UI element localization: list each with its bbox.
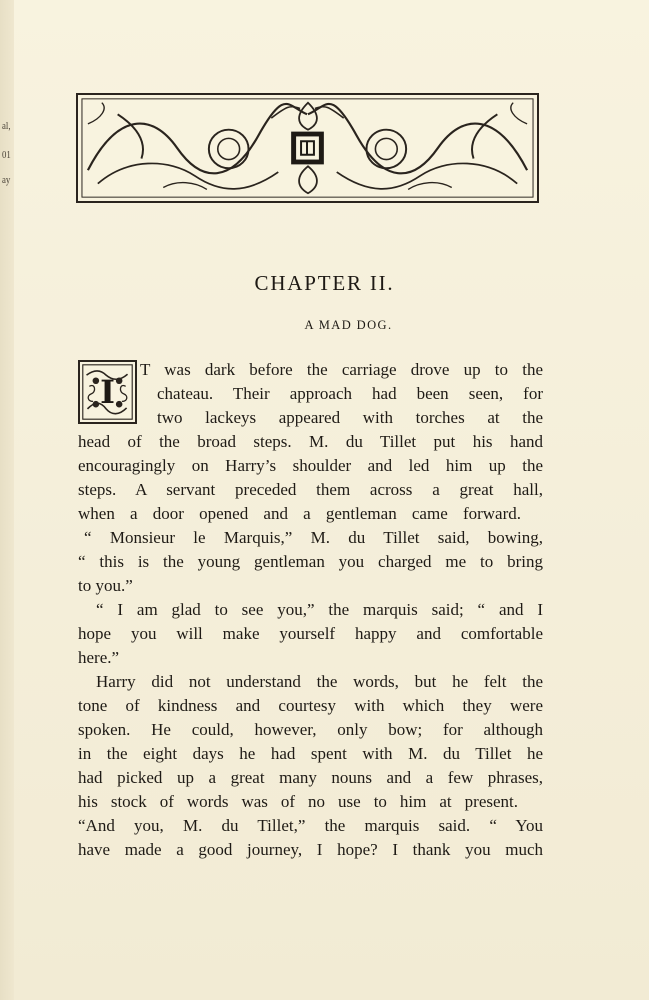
chapter-subtitle: A MAD DOG. [304, 318, 393, 332]
dropcap-letter: I [100, 374, 115, 412]
text-line: spoken. He could, however, only bow; for although [78, 720, 543, 739]
text-line: “ I am glad to see you,” the marquis said; “ and I [96, 600, 543, 619]
text-line: his stock of words was of no use to him at present. [78, 792, 518, 811]
dropcap-ornament [80, 362, 135, 422]
text-line: “ this is the young gentleman you charged me to bring [78, 552, 543, 571]
text-line: tone of kindness and courtesy with which they were [78, 696, 543, 715]
ornament-engraving [78, 95, 537, 201]
text-line: T was dark before the carriage drove up to the [140, 360, 543, 379]
gutter-mark: ay [2, 174, 11, 186]
text-line: have made a good journey, I hope? I thank you much [78, 840, 543, 859]
gutter-mark: 01 [2, 149, 11, 161]
text-line: head of the broad steps. M. du Tillet put his hand [78, 432, 543, 451]
chapter-title: CHAPTER II. [254, 271, 395, 295]
header-ornament [76, 93, 539, 203]
text-line: hope you will make yourself happy and comfortable [78, 624, 543, 643]
text-line: Harry did not understand the words, but he felt the [96, 672, 543, 691]
dropcap-initial [78, 360, 137, 424]
text-line: “ Monsieur le Marquis,” M. du Tillet said, bowing, [84, 528, 543, 547]
text-line: “And you, M. du Tillet,” the marquis said. “ You [78, 816, 543, 835]
text-line: in the eight days he had spent with M. du Tillet he [78, 744, 543, 763]
text-line: two lackeys appeared with torches at the [157, 408, 543, 427]
text-line: here.” [78, 648, 120, 667]
gutter-mark: al, [2, 120, 11, 132]
text-line: steps. A servant preceded them across a great hall, [78, 480, 543, 499]
text-line: encouragingly on Harry’s shoulder and led him up the [78, 456, 543, 475]
text-line: when a door opened and a gentleman came forward. [78, 504, 521, 523]
binding-gutter [0, 0, 14, 1000]
text-line: chateau. Their approach had been seen, for [157, 384, 543, 403]
text-line: had picked up a great many nouns and a few phrases, [78, 768, 543, 787]
text-line: to you.” [78, 576, 133, 595]
